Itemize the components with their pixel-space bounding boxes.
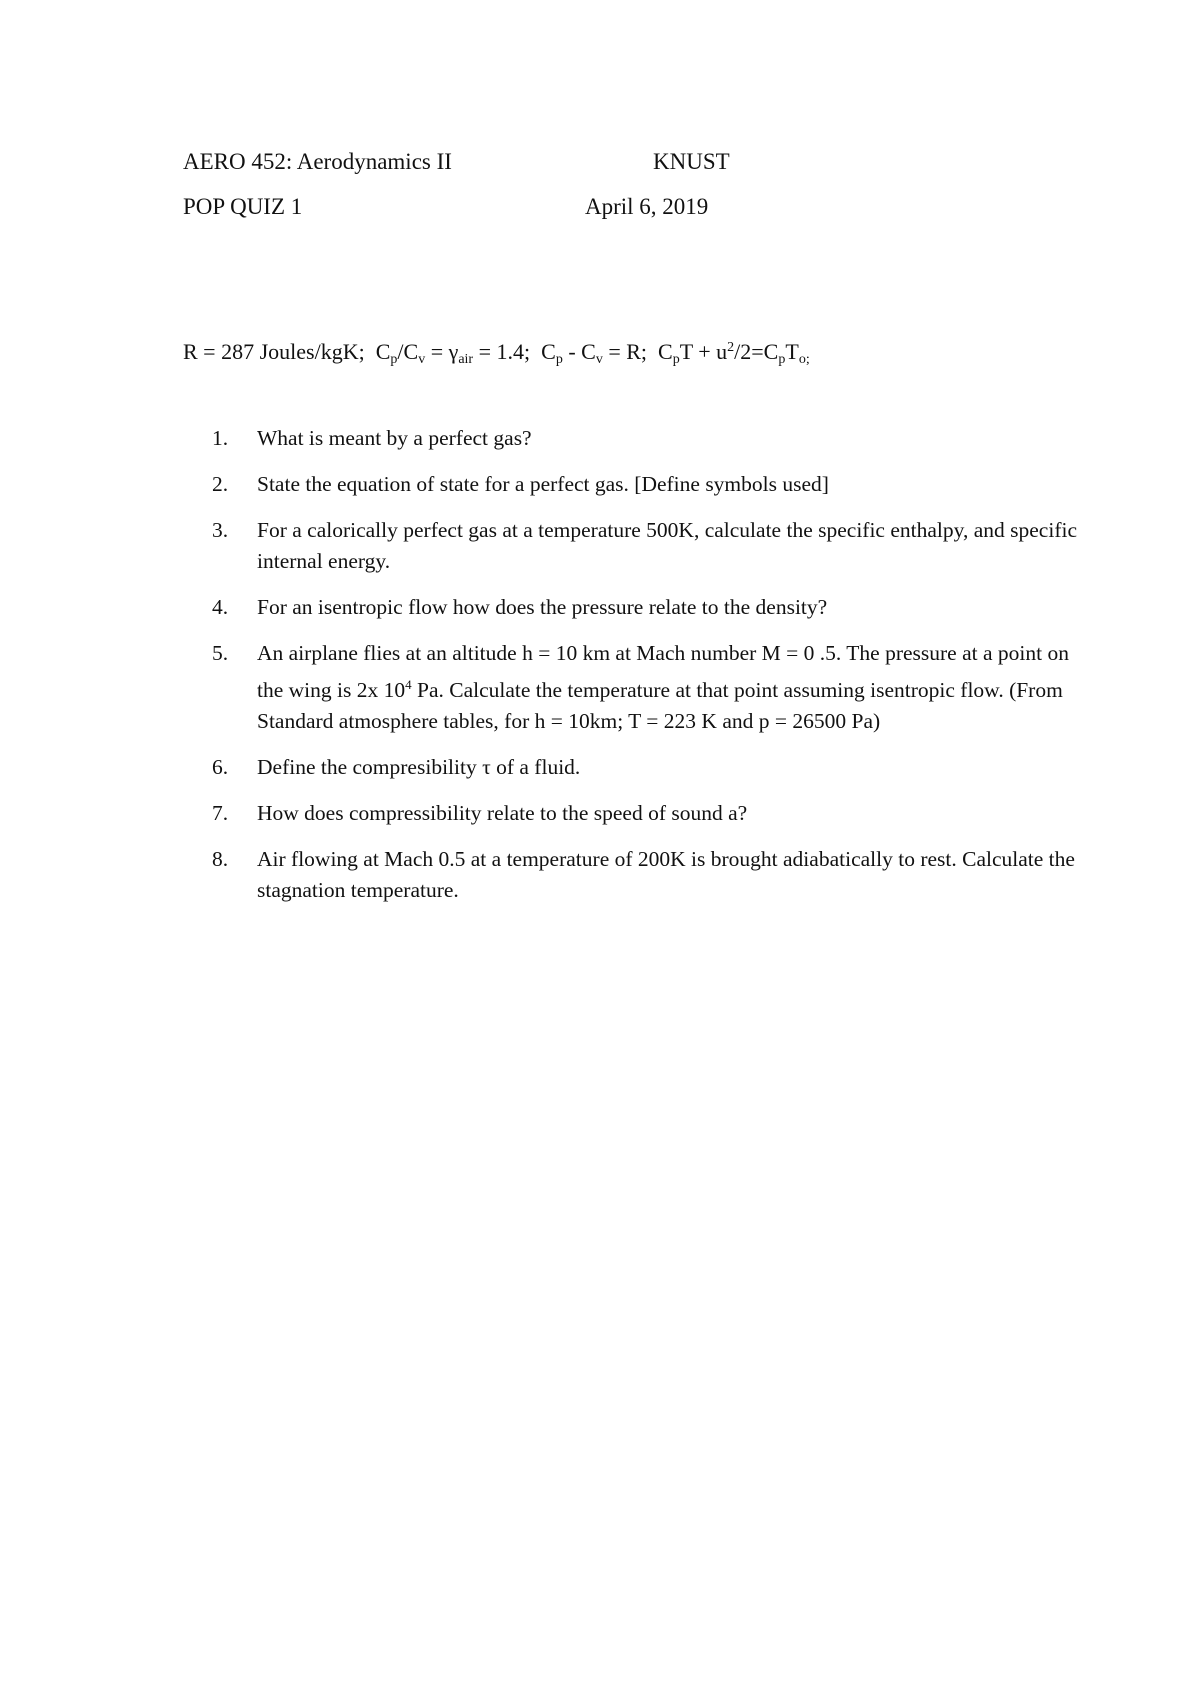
question-text: For an isentropic flow how does the pressure relate to the density? <box>257 595 828 619</box>
question-text: An airplane flies at an altitude h = 10 km at Mach number M = 0 .5. The pressure at a point on the wing is 2x $10^4$ Pa. Calculate the temperature at that point assuming isentropic flow. (From Standard atmosphere tables, for h = 10km; T = 223 K and p = 26500 Pa) <box>257 641 1069 733</box>
question-item <box>212 592 1092 623</box>
question-text: Define the compresibility τ of a fluid. <box>257 755 581 779</box>
question-text: For a calorically perfect gas at a temperature 500K, calculate the specific enthalpy, and specific internal energy. <box>257 518 1077 573</box>
question-text: What is meant by a perfect gas? <box>257 426 532 450</box>
gas-constant: R = 287 Joules/kgK; <box>183 339 365 364</box>
question-text: How does compressibility relate to the speed of sound a? <box>257 801 748 825</box>
course-title: AERO 452: Aerodynamics II <box>183 149 452 174</box>
institution-name: KNUST <box>653 149 730 174</box>
question-item <box>212 469 1092 500</box>
question-number: 2. <box>212 472 229 496</box>
question-number: 6. <box>212 755 229 779</box>
question-list <box>212 423 1092 921</box>
question-number: 3. <box>212 518 229 542</box>
question-number: 4. <box>212 595 229 619</box>
given-constants <box>183 333 810 375</box>
question-number: 7. <box>212 801 229 825</box>
question-text: Air flowing at Mach 0.5 at a temperature of 200K is brought adiabatically to rest. Calculate the stagnation temperature. <box>257 847 1075 902</box>
mayer-relation: $C_p - C_v = R$; <box>541 339 648 367</box>
quiz-title: POP QUIZ 1 <box>183 194 303 219</box>
question-text: State the equation of state for a perfect gas. [Define symbols used] <box>257 472 829 496</box>
question-item <box>212 798 1092 829</box>
question-item <box>212 752 1092 783</box>
energy-equation: $C_pT + u^2/2=C_pT_{o;}$ <box>658 339 810 367</box>
question-number: 1. <box>212 426 229 450</box>
question-item <box>212 844 1092 906</box>
question-item <box>212 638 1092 737</box>
specific-heat-ratio: $C_p/C_v = \gamma_{air} = 1.4$; <box>375 339 531 367</box>
question-number: 8. <box>212 847 229 871</box>
quiz-date: April 6, 2019 <box>585 194 709 219</box>
question-number: 5. <box>212 641 229 665</box>
question-item <box>212 515 1092 577</box>
question-item <box>212 423 1092 454</box>
